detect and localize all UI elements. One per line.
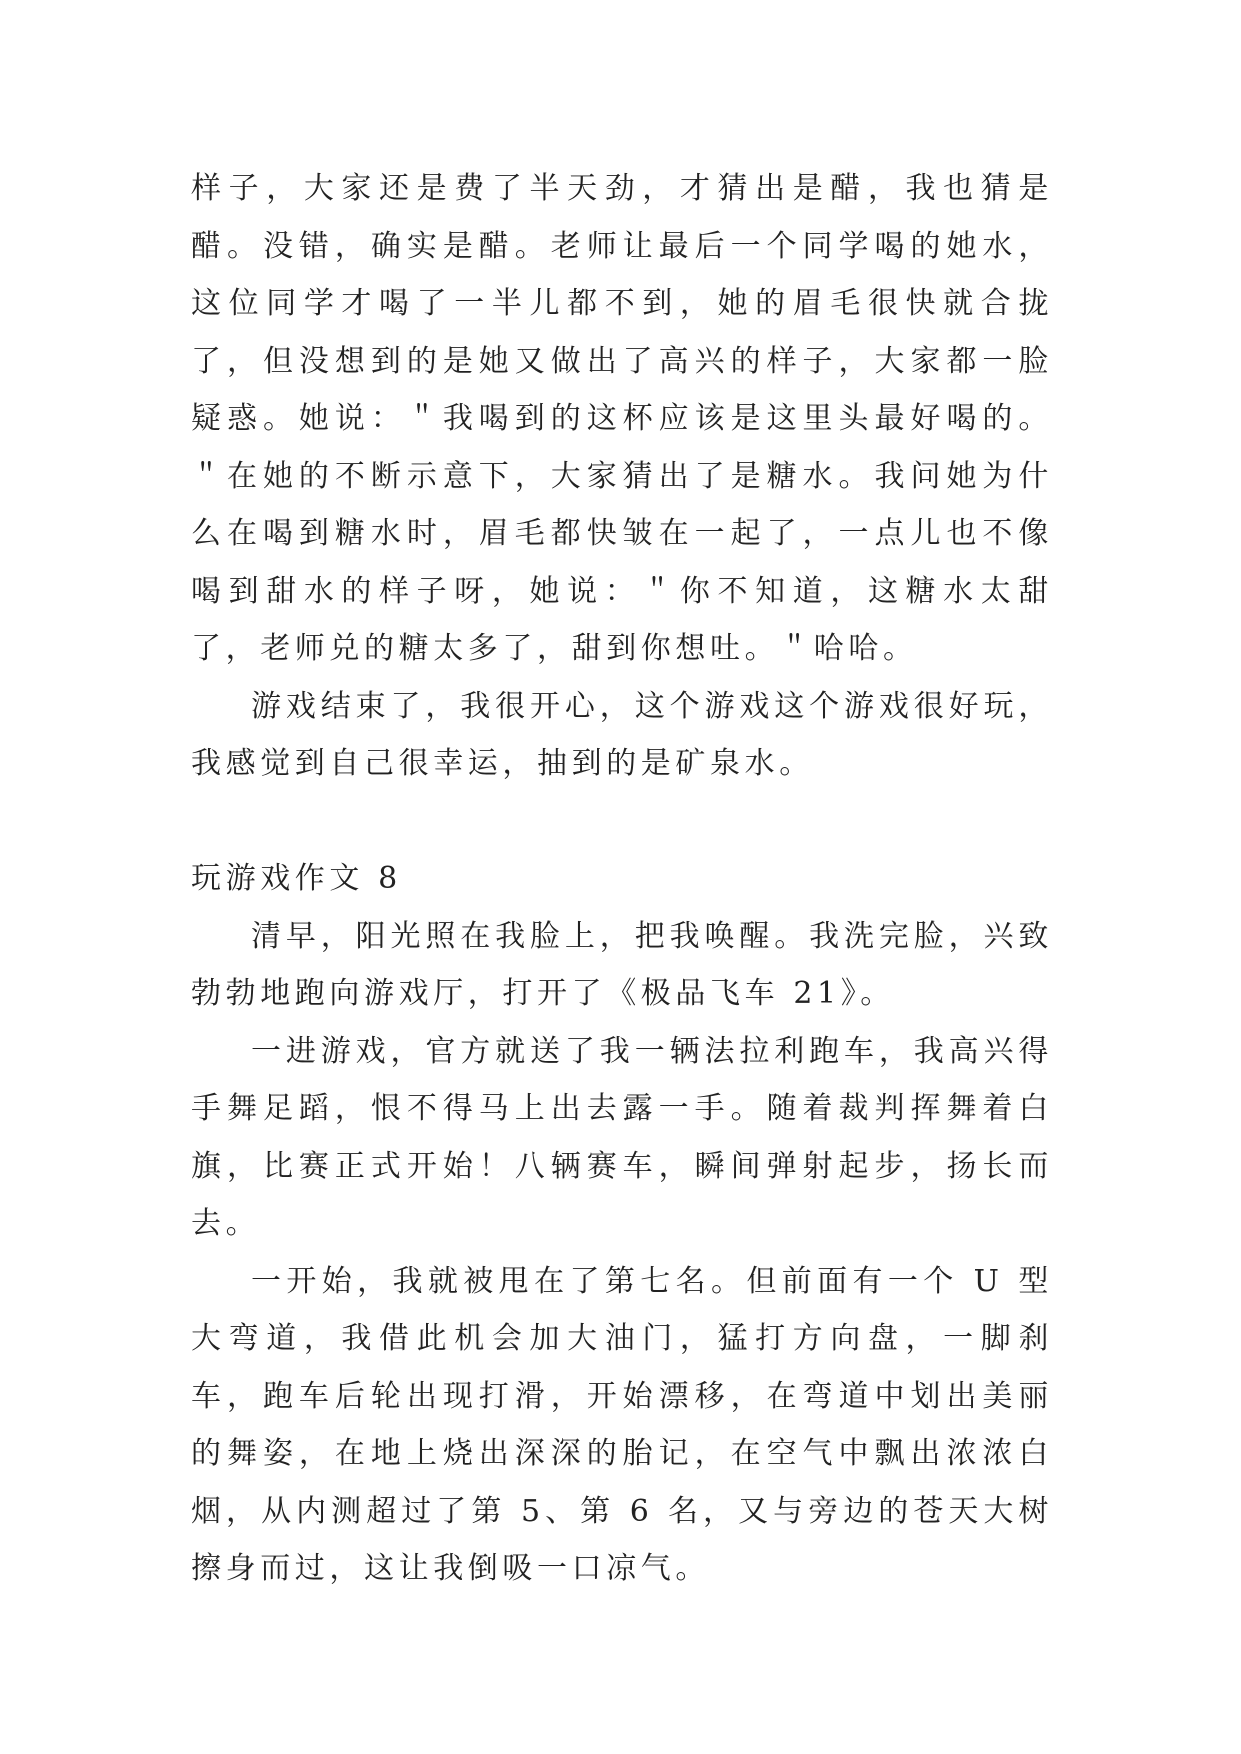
- document-body: [191, 160, 1053, 1598]
- paragraph-drift: 一开始，我就被甩在了第七名。但前面有一个 U 型大弯道，我借此机会加大油门，猛打方向盘，一脚刹车，跑车后轮出现打滑，开始漂移，在弯道中划出美丽的舞姿，在地上烧出深深的胎记，在空气中飘出浓浓白烟，从内测超过了第 5、第 6 名，又与旁边的苍天大树擦身而过，这让我倒吸一口凉气。: [191, 1263, 1053, 1586]
- paragraph-game-end: 游戏结束了，我很开心，这个游戏这个游戏很好玩，我感觉到自己很幸运，抽到的是矿泉水。: [191, 688, 1053, 781]
- paragraph-continued: 样子，大家还是费了半天劲，才猜出是醋，我也猜是醋。没错，确实是醋。老师让最后一个同学喝的她水，这位同学才喝了一半儿都不到，她的眉毛很快就合拢了，但没想到的是她又做出了高兴的样子，大家都一脸疑惑。她说：＂我喝到的这杯应该是这里头最好喝的。＂在她的不断示意下，大家猜出了是糖水。我问她为什么在喝到糖水时，眉毛都快皱在一起了，一点儿也不像喝到甜水的样子呀，她说：＂你不知道，这糖水太甜了，老师兑的糖太多了，甜到你想吐。＂哈哈。: [191, 171, 1053, 666]
- paragraph-morning: 清早，阳光照在我脸上，把我唤醒。我洗完脸，兴致勃勃地跑向游戏厅，打开了《极品飞车 21》。: [191, 918, 1053, 1011]
- section-spacer: [191, 793, 1053, 851]
- section-title: 玩游戏作文 8: [191, 861, 402, 896]
- paragraph-race-start: 一进游戏，官方就送了我一辆法拉利跑车，我高兴得手舞足蹈，恨不得马上出去露一手。随着裁判挥舞着白旗，比赛正式开始！八辆赛车，瞬间弹射起步，扬长而去。: [191, 1033, 1053, 1241]
